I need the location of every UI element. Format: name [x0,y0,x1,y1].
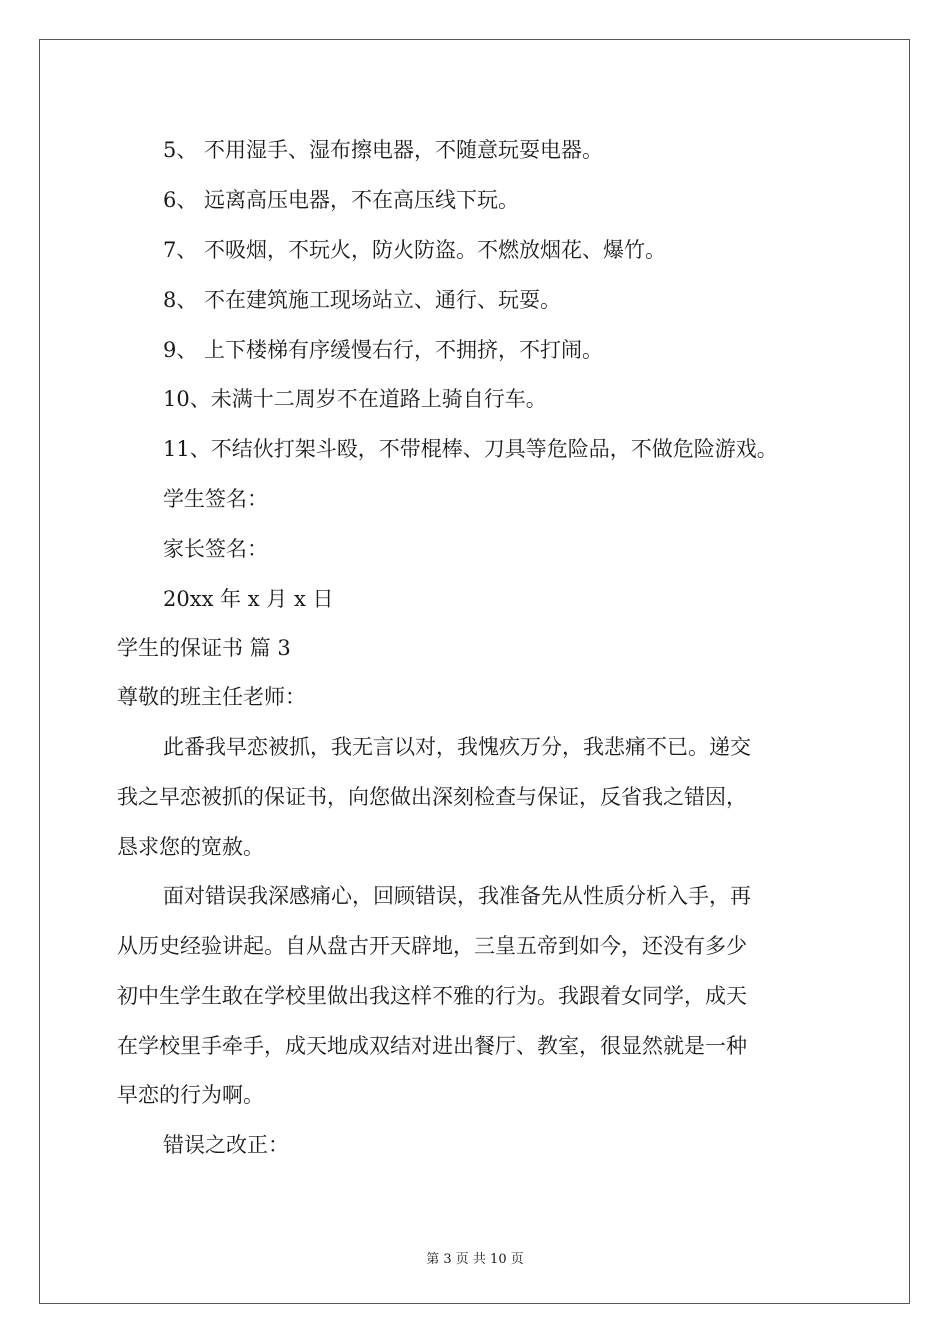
list-item-6: 6、 远离高压电器，不在高压线下玩。 [163,188,520,212]
list-item-8: 8、 不在建筑施工现场站立、通行、玩耍。 [163,288,562,312]
paragraph-2-line-3: 初中生学生敢在学校里做出我这样不雅的行为。我跟着女同学，成天 [117,984,747,1008]
signature-date: 20xx 年 x 月 x 日 [163,587,334,611]
section-title: 学生的保证书 篇 3 [117,636,291,660]
page-footer: 第 3 页 共 10 页 [426,1252,524,1267]
paragraph-2-line-2: 从历史经验讲起。自从盘古开天辟地，三皇五帝到如今，还没有多少 [117,934,747,958]
paragraph-1-line-1: 此番我早恋被抓，我无言以对，我愧疚万分，我悲痛不已。递交 [163,735,751,759]
paragraph-2-line-4: 在学校里手牵手，成天地成双结对进出餐厅、教室，很显然就是一种 [117,1034,747,1058]
list-item-10: 10、未满十二周岁不在道路上骑自行车。 [163,387,547,411]
list-item-11: 11、不结伙打架斗殴，不带棍棒、刀具等危险品，不做危险游戏。 [163,437,778,461]
parent-signature-label: 家长签名： [163,537,268,561]
paragraph-2-line-1: 面对错误我深感痛心，回顾错误，我准备先从性质分析入手，再 [163,884,751,908]
salutation: 尊敬的班主任老师： [117,685,306,709]
paragraph-1-line-3: 恳求您的宽赦。 [117,835,264,859]
student-signature-label: 学生签名： [163,487,268,511]
paragraph-2-line-5: 早恋的行为啊。 [117,1083,264,1107]
list-item-5: 5、 不用湿手、湿布擦电器，不随意玩耍电器。 [163,138,604,162]
page-border [39,39,910,1304]
list-item-9: 9、 上下楼梯有序缓慢右行，不拥挤，不打闹。 [163,338,604,362]
list-item-7: 7、 不吸烟，不玩火，防火防盗。不燃放烟花、爆竹。 [163,238,667,262]
paragraph-1-line-2: 我之早恋被抓的保证书，向您做出深刻检查与保证，反省我之错因， [117,785,747,809]
paragraph-3-line-1: 错误之改正： [163,1133,289,1157]
